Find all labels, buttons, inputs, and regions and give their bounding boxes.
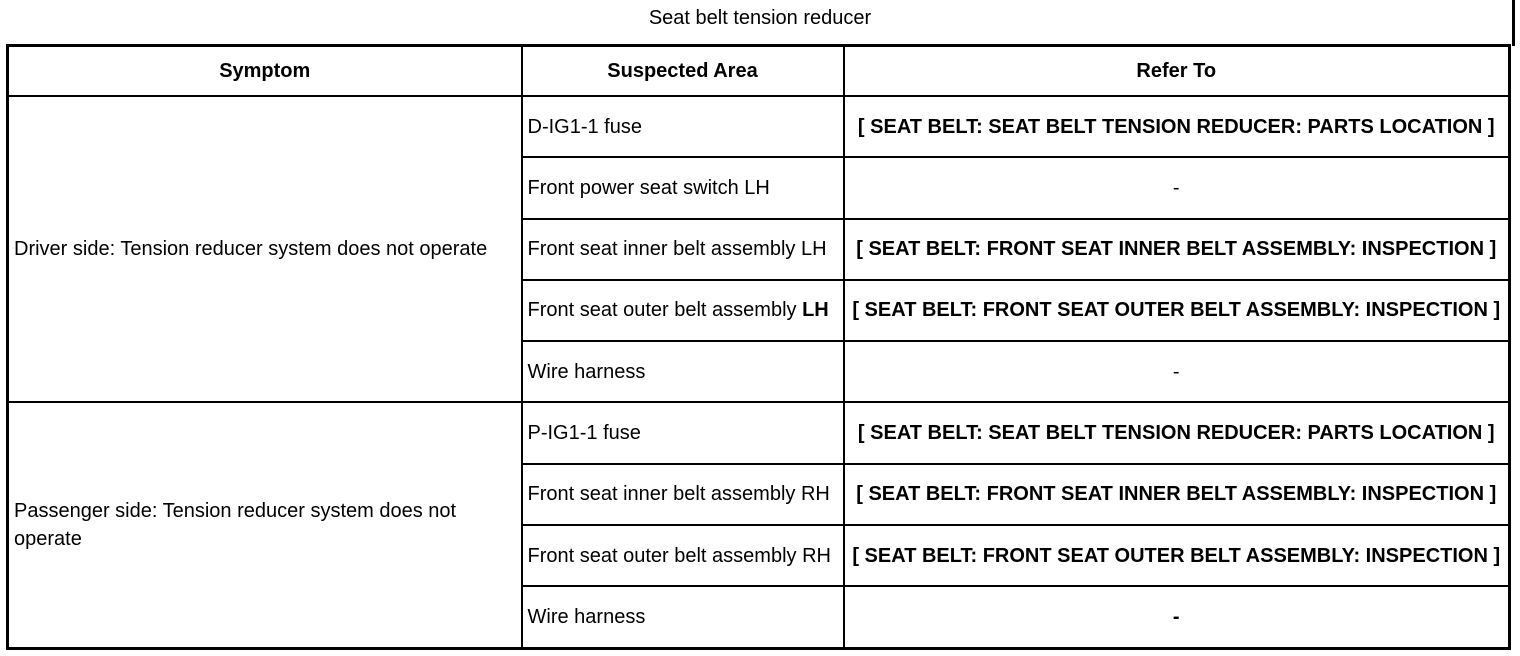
header-refer-to: Refer To — [844, 46, 1510, 97]
refer-to-link[interactable]: [ SEAT BELT: FRONT SEAT OUTER BELT ASSEMBLY: INSPECTION ] — [844, 280, 1510, 341]
suspected-area-cell: Front seat inner belt assembly LH — [522, 219, 844, 280]
suspected-area-cell: Front power seat switch LH — [522, 157, 844, 218]
header-row — [8, 46, 1510, 97]
suspected-area-cell: Front seat inner belt assembly RH — [522, 464, 844, 525]
diagnosis-table — [6, 44, 1511, 650]
suspected-area-cell: Wire harness — [522, 341, 844, 402]
suspected-area-cell: Wire harness — [522, 586, 844, 648]
refer-to-link[interactable]: [ SEAT BELT: FRONT SEAT INNER BELT ASSEMBLY: INSPECTION ] — [844, 464, 1510, 525]
header-symptom: Symptom — [8, 46, 522, 97]
page-border-rule — [1512, 0, 1515, 46]
suspected-area-text: Front seat outer belt assembly — [527, 299, 797, 322]
table-row — [8, 96, 1510, 157]
suspected-area-cell: D-IG1-1 fuse — [522, 96, 844, 157]
header-suspected-area: Suspected Area — [522, 46, 844, 97]
page-title: Seat belt tension reducer — [648, 7, 872, 29]
symptom-driver: Driver side: Tension reducer system does not operate — [8, 96, 522, 402]
refer-to-link[interactable]: [ SEAT BELT: FRONT SEAT OUTER BELT ASSEMBLY: INSPECTION ] — [844, 525, 1510, 586]
suspected-area-cell — [522, 280, 844, 341]
refer-to-cell: - — [844, 341, 1510, 402]
refer-to-link[interactable]: [ SEAT BELT: FRONT SEAT INNER BELT ASSEMBLY: INSPECTION ] — [844, 219, 1510, 280]
suspected-area-cell: P-IG1-1 fuse — [522, 402, 844, 463]
refer-to-link[interactable]: [ SEAT BELT: SEAT BELT TENSION REDUCER: PARTS LOCATION ] — [844, 96, 1510, 157]
symptom-passenger: Passenger side: Tension reducer system does not operate — [8, 402, 522, 648]
table-row — [8, 402, 1510, 463]
suspected-area-cell: Front seat outer belt assembly RH — [522, 525, 844, 586]
suspected-area-side: LH — [802, 299, 829, 322]
refer-to-cell: - — [844, 586, 1510, 648]
refer-to-cell: - — [844, 157, 1510, 218]
refer-to-link[interactable]: [ SEAT BELT: SEAT BELT TENSION REDUCER: PARTS LOCATION ] — [844, 402, 1510, 463]
